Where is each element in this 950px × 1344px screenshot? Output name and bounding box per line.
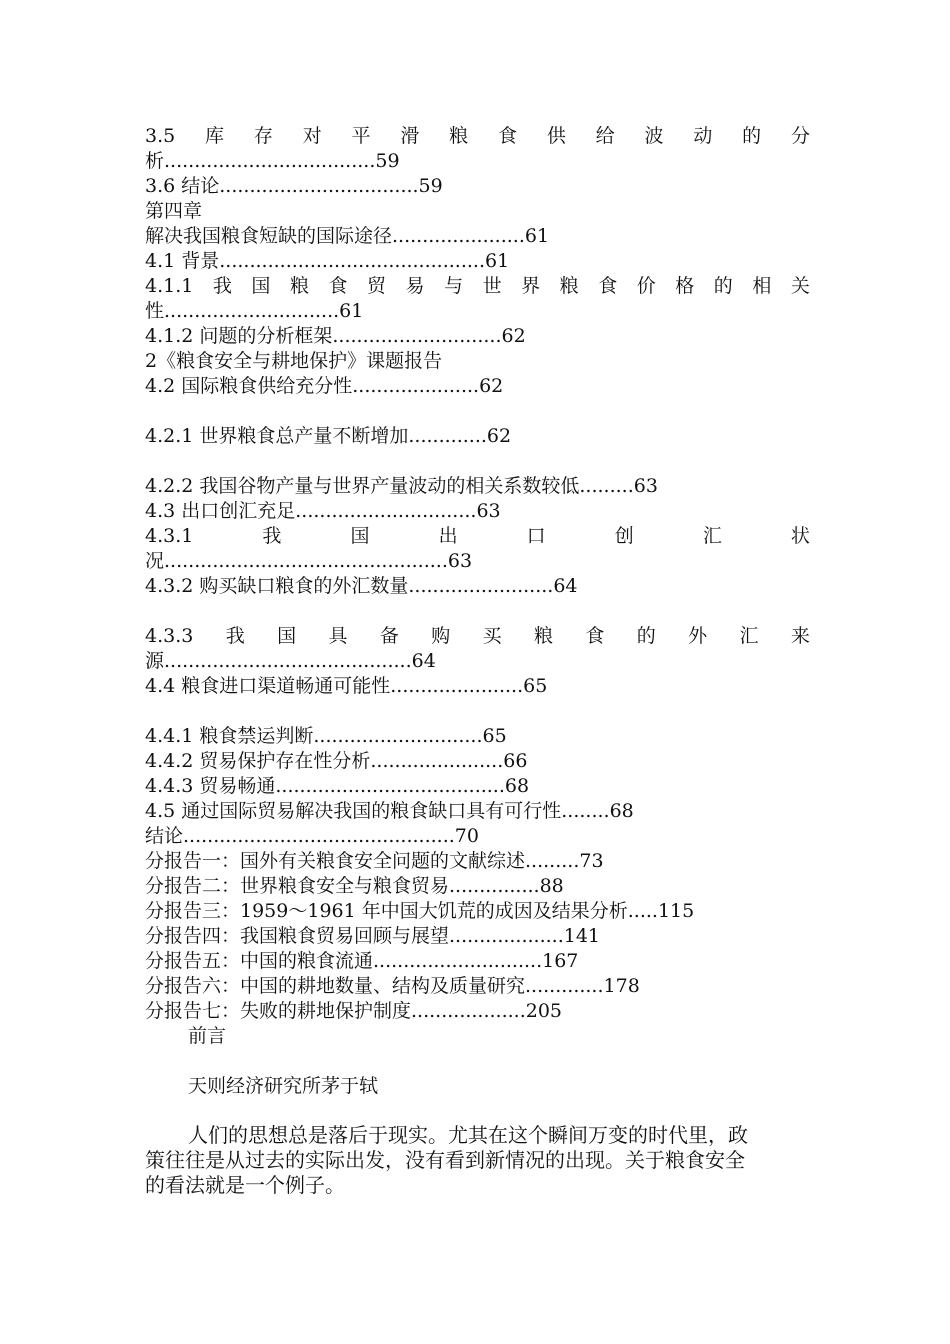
justified-token: 食 xyxy=(498,125,518,147)
toc-line-4-3-1 xyxy=(145,524,810,549)
justified-token: 购 xyxy=(431,625,451,647)
preface-paragraph-line-3: 的看法就是一个例子。 xyxy=(145,1173,345,1197)
justified-token: 与 xyxy=(444,275,464,297)
justified-token: 对 xyxy=(302,125,322,147)
justified-token: 4.1.1 xyxy=(145,275,194,297)
toc-subreport-1: 分报告一：国外有关粮食安全问题的文献综述.........73 xyxy=(145,850,604,872)
justified-token: 买 xyxy=(482,625,502,647)
justified-token: 粮 xyxy=(449,125,469,147)
preface-author: 天则经济研究所茅于轼 xyxy=(188,1075,379,1097)
preface-title: 前言 xyxy=(188,1025,227,1047)
toc-line-4-2-2: 4.2.2 我国谷物产量与世界产量波动的相关系数较低.........63 xyxy=(145,475,658,497)
toc-subreport-4: 分报告四：我国粮食贸易回顾与展望...................141 xyxy=(145,925,601,947)
preface-paragraph-line-2: 策往往是从过去的实际出发，没有看到新情况的出现。关于粮食安全 xyxy=(145,1148,745,1172)
justified-token: 库 xyxy=(205,125,225,147)
toc-subreport-7: 分报告七：失败的耕地保护制度...................205 xyxy=(145,1000,563,1022)
justified-token: 贸 xyxy=(367,275,387,297)
toc-line-4-3-1-cont: 况...............................................63 xyxy=(145,550,473,572)
toc-subreport-5: 分报告五：中国的粮食流通............................167 xyxy=(145,950,579,972)
justified-token: 3.5 xyxy=(145,125,176,147)
justified-token: 供 xyxy=(546,125,566,147)
toc-line-4-2: 4.2 国际粮食供给充分性.....................62 xyxy=(145,375,504,397)
justified-token: 食 xyxy=(585,625,605,647)
justified-token: 国 xyxy=(350,525,370,547)
toc-line-3-5 xyxy=(145,124,810,149)
justified-token: 世 xyxy=(482,275,502,297)
justified-token: 我 xyxy=(225,625,245,647)
justified-token: 粮 xyxy=(559,275,579,297)
justified-token: 国 xyxy=(277,625,297,647)
toc-chapter-four: 第四章 xyxy=(145,200,203,222)
toc-line-4-4-3: 4.4.3 贸易畅通......................................68 xyxy=(145,775,530,797)
justified-token: 相 xyxy=(752,275,772,297)
justified-token: 动 xyxy=(693,125,713,147)
toc-line-4-3-3 xyxy=(145,624,810,649)
justified-token: 汇 xyxy=(739,625,759,647)
justified-token: 汇 xyxy=(702,525,722,547)
justified-token: 国 xyxy=(251,275,271,297)
justified-token: 口 xyxy=(526,525,546,547)
justified-token: 平 xyxy=(351,125,371,147)
toc-line-4-5: 4.5 通过国际贸易解决我国的粮食缺口具有可行性........68 xyxy=(145,800,634,822)
justified-token: 界 xyxy=(521,275,541,297)
justified-token: 滑 xyxy=(400,125,420,147)
justified-token: 具 xyxy=(328,625,348,647)
toc-subreport-2: 分报告二：世界粮食安全与粮食贸易...............88 xyxy=(145,875,564,897)
toc-subreport-3: 分报告三：1959～1961 年中国大饥荒的成因及结果分析.....115 xyxy=(145,900,695,922)
justified-token: 存 xyxy=(253,125,273,147)
justified-token: 创 xyxy=(614,525,634,547)
justified-token: 易 xyxy=(405,275,425,297)
toc-line-4-4-2: 4.4.2 贸易保护存在性分析......................66 xyxy=(145,750,528,772)
justified-token: 我 xyxy=(262,525,282,547)
justified-token: 状 xyxy=(790,525,810,547)
toc-line-conclusion: 结论.............................................70 xyxy=(145,825,479,847)
justified-token: 粮 xyxy=(533,625,553,647)
toc-chapter-four-title: 解决我国粮食短缺的国际途径......................61 xyxy=(145,225,550,247)
justified-token: 给 xyxy=(595,125,615,147)
justified-token: 4.3.3 xyxy=(145,625,194,647)
justified-token: 我 xyxy=(212,275,232,297)
justified-token: 的 xyxy=(636,625,656,647)
toc-line-4-3-3-cont: 源.........................................64 xyxy=(145,650,436,672)
justified-token: 4.3.1 xyxy=(145,525,194,547)
justified-token: 波 xyxy=(644,125,664,147)
justified-token: 外 xyxy=(688,625,708,647)
toc-line-4-2-1: 4.2.1 世界粮食总产量不断增加.............62 xyxy=(145,425,512,447)
toc-line-4-4: 4.4 粮食进口渠道畅通可能性......................65 xyxy=(145,675,548,697)
justified-token: 价 xyxy=(636,275,656,297)
toc-line-4-1-2: 4.1.2 问题的分析框架............................62 xyxy=(145,325,526,347)
preface-paragraph-line-1: 人们的思想总是落后于现实。尤其在这个瞬间万变的时代里，政 xyxy=(188,1123,748,1147)
justified-token: 关 xyxy=(790,275,810,297)
toc-line-4-4-1: 4.4.1 粮食禁运判断............................65 xyxy=(145,725,507,747)
justified-token: 出 xyxy=(438,525,458,547)
toc-line-3-6: 3.6 结论.................................59 xyxy=(145,175,443,197)
justified-token: 分 xyxy=(790,125,810,147)
justified-token: 的 xyxy=(742,125,762,147)
justified-token: 格 xyxy=(675,275,695,297)
toc-subreport-6: 分报告六：中国的耕地数量、结构及质量研究.............178 xyxy=(145,975,640,997)
justified-token: 食 xyxy=(328,275,348,297)
justified-token: 粮 xyxy=(289,275,309,297)
justified-token: 备 xyxy=(379,625,399,647)
justified-token: 的 xyxy=(713,275,733,297)
toc-line-4-1-1 xyxy=(145,274,810,299)
page-header-text: 2《粮食安全与耕地保护》课题报告 xyxy=(145,350,443,372)
toc-line-4-1: 4.1 背景............................................61 xyxy=(145,250,510,272)
toc-line-3-5-cont: 析...................................59 xyxy=(145,150,400,172)
toc-line-4-3-2: 4.3.2 购买缺口粮食的外汇数量........................64 xyxy=(145,575,578,597)
justified-token: 来 xyxy=(790,625,810,647)
toc-line-4-1-1-cont: 性.............................61 xyxy=(145,300,364,322)
toc-line-4-3: 4.3 出口创汇充足..............................63 xyxy=(145,500,501,522)
justified-token: 食 xyxy=(598,275,618,297)
